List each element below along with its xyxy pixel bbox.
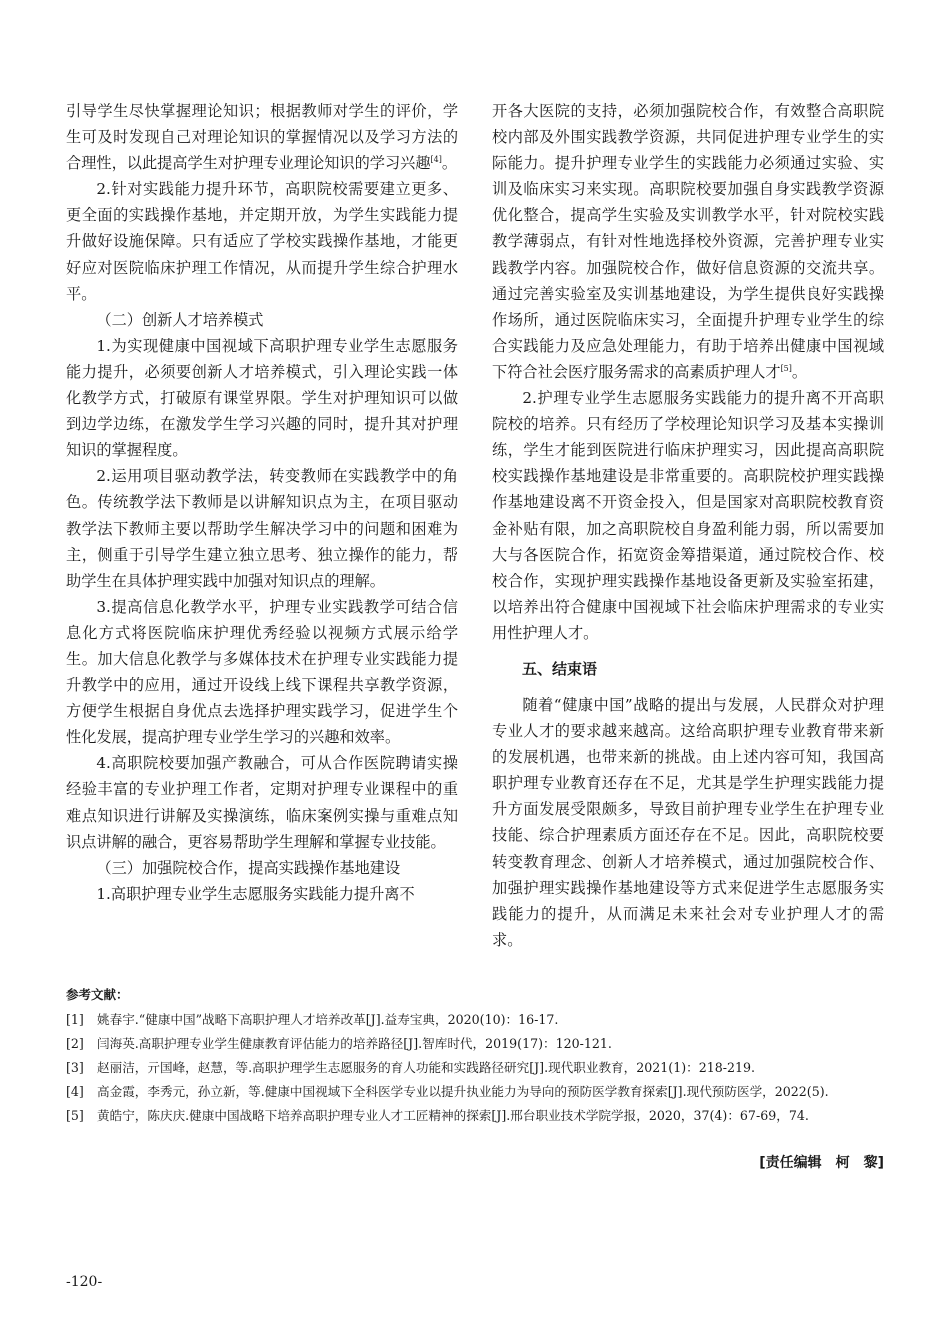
reference-text: 高金霞，李秀元，孙立新，等.健康中国视域下全科医学专业以提升执业能力为导向的预防医学教育探索[J].现代预防医学，2022(5). [97,1084,829,1099]
reference-number: [1] [66,1012,84,1027]
reference-number: [5] [66,1108,84,1123]
paragraph: 1.为实现健康中国视域下高职护理专业学生志愿服务能力提升，必须要创新人才培养模式，引入理论实践一体化教学方式，打破原有课堂界限。学生对护理知识可以做到边学边练，在激发学生学习兴趣的同时，提升其对护理知识的掌握程度。 [66,336,458,460]
paragraph [492,98,884,385]
paragraph: 4.高职院校要加强产教融合，可从合作医院聘请实操经验丰富的专业护理工作者，定期对护理专业课程中的重难点知识进行讲解及实操演练，临床案例实操与重难点知识点讲解的融合，更容易帮助学生理解和掌握专业技能。 [66,754,458,851]
reference-text: 闫海英.高职护理专业学生健康教育评估能力的培养路径[J].智库时代，2019(17)：120-121. [97,1036,612,1051]
responsible-editor: [责任编辑 柯 黎] [759,1155,884,1171]
paragraph: 随着“健康中国”战略的提出与发展，人民群众对护理专业人才的要求越来越高。这给高职护理专业教育带来新的发展机遇，也带来新的挑战。由上述内容可知，我国高职护理专业教育还存在不足，尤其是学生护理实践能力提升方面发展受限颇多，导致目前护理专业学生在护理专业技能、综合护理素质方面还存在不足。因此，高职院校要转变教育理念、创新人才培养模式，通过加强院校合作、加强护理实践操作基地建设等方式来促进学生志愿服务实践能力的提升，从而满足未来社会对专业护理人才的需求。 [492,695,884,949]
reference-text: 姚春宇.“健康中国”战略下高职护理人才培养改革[J].益寿宝典，2020(10)：16-17. [97,1012,559,1027]
reference-item [66,1035,884,1052]
reference-text: 黄皓宁，陈庆庆.健康中国战略下培养高职护理专业人才工匠精神的探索[J].邢台职业技术学院学报，2020，37(4)：67-69，74. [97,1108,809,1123]
reference-number: [3] [66,1060,84,1075]
paragraph: 2.护理专业学生志愿服务实践能力的提升离不开高职院校的培养。只有经历了学校理论知识学习及基本实操训练，学生才能到医院进行临床护理实习，因此提高高职院校实践操作基地建设是非常重要的。高职院校护理实践操作基地建设离不开资金投入，但是国家对高职院校教育资金补贴有限，加之高职院校自身盈利能力弱，所以需要加大与各医院合作，拓宽资金筹措渠道，通过院校合作、校校合作，实现护理实践操作基地设备更新及实验室拓建，以培养出符合健康中国视域下社会临床护理需求的专业实用性护理人才。 [492,389,884,642]
paragraph-text: 引导学生尽快掌握理论知识；根据教师对学生的评价，学生可及时发现自己对理论知识的掌握情况以及学习方法的合理性，以此提高学生对护理专业理论知识的学习兴趣 [66,102,458,173]
paragraph: 3.提高信息化教学水平，护理专业实践教学可结合信息化方式将医院临床护理优秀经验以视频方式展示给学生。加大信息化教学与多媒体技术在护理专业实践能力提升教学中的应用，通过开设线上线下课程共享教学资源，方便学生根据自身优点去选择护理实践学习，促进学生个性化发展，提高护理专业学生学习的兴趣和效率。 [66,597,458,747]
paragraph-text: 。 [791,362,808,381]
references-title: 参考文献： [66,987,129,1002]
left-column [66,98,458,907]
reference-item [66,1059,884,1076]
reference-item [66,1107,884,1124]
reference-item [66,1011,884,1028]
references [66,986,884,1131]
reference-number: [4] [66,1084,84,1099]
paragraph: 1.高职护理专业学生志愿服务实践能力提升离不 [96,884,415,903]
right-column [492,98,884,953]
reference-text: 赵丽洁，亓国峰，赵慧，等.高职护理学生志愿服务的育人功能和实践路径研究[J].现代职业教育，2021(1)：218-219. [97,1060,756,1075]
paragraph-text: 开各大医院的支持，必须加强院校合作，有效整合高职院校内部及外围实践教学资源，共同促进护理专业学生的实际能力。提升护理专业学生的实践能力必须通过实验、实训及临床实习来实现。高职院校要加强自身实践教学资源优化整合，提高学生实验及实训教学水平，针对院校实践教学薄弱点，有针对性地选择校外资源，完善护理专业实践教学内容。加强院校合作，做好信息资源的交流共享。通过完善实验室及实训基地建设，为学生提供良好实践操作场所，通过医院临床实习，全面提升护理专业学生的综合实践能力及应急处理能力，有助于培养出健康中国视域下符合社会医疗服务需求的高素质护理人才 [492,102,884,381]
subsection-heading: （三）加强院校合作，提高实践操作基地建设 [96,858,401,877]
reference-item [66,1083,884,1100]
section-heading: 五、结束语 [522,659,598,678]
citation-marker: [4] [430,155,442,165]
paragraph-text: 。 [441,154,458,173]
paragraph [66,98,458,176]
page-number: -120- [66,1274,103,1290]
reference-number: [2] [66,1036,84,1051]
citation-marker: [5] [780,363,792,373]
subsection-heading: （二）创新人才培养模式 [96,310,264,329]
paragraph: 2.运用项目驱动教学法，转变教师在实践教学中的角色。传统教学法下教师是以讲解知识点为主，在项目驱动教学法下教师主要以帮助学生解决学习中的问题和困难为主，侧重于引导学生建立独立思考、独立操作的能力，帮助学生在具体护理实践中加强对知识点的理解。 [66,467,458,590]
paragraph: 2.针对实践能力提升环节，高职院校需要建立更多、更全面的实践操作基地，并定期开放，为学生实践能力提升做好设施保障。只有适应了学校实践操作基地，才能更好应对医院临床护理工作情况，从而提升学生综合护理水平。 [66,180,458,303]
